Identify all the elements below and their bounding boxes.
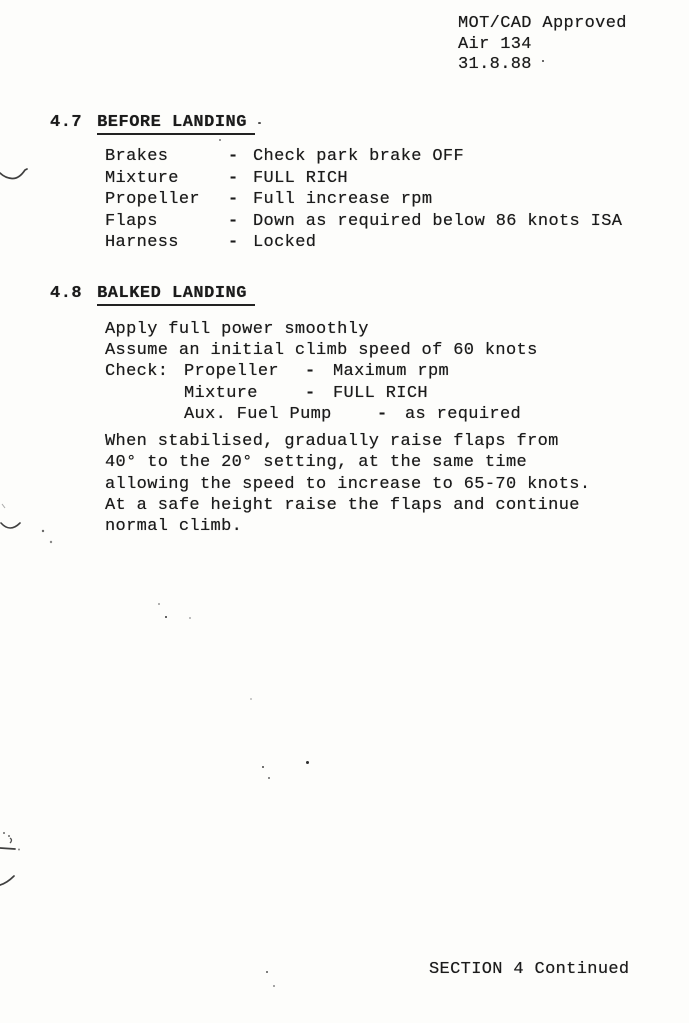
- check-item-name: Propeller: [184, 362, 279, 382]
- section-number: 4.8: [50, 284, 83, 303]
- pen-mark-bottom-scribble: [0, 826, 50, 856]
- check-label: Check:: [105, 362, 169, 382]
- check-item-value: FULL RICH: [333, 383, 428, 403]
- section-title: BEFORE LANDING: [97, 113, 255, 135]
- ink-speck: [306, 761, 309, 764]
- dash-separator: -: [305, 383, 316, 403]
- procedure-line: Apply full power smoothly: [105, 320, 369, 339]
- procedure-line: Assume an initial climb speed of 60 knots: [105, 341, 538, 361]
- checklist-item-value: Locked: [253, 233, 317, 252]
- dash-separator: -: [377, 404, 388, 424]
- check-item-name: Aux. Fuel Pump: [184, 404, 332, 424]
- check-row: [105, 404, 538, 425]
- check-item-value: as required: [405, 404, 522, 424]
- before-landing-checklist: [105, 146, 622, 254]
- ink-speck: [273, 985, 275, 987]
- paragraph-line: normal climb.: [105, 517, 243, 537]
- dash-separator: -: [305, 362, 316, 382]
- checklist-item-label: Brakes: [105, 147, 169, 166]
- paragraph-line: At a safe height raise the flaps and continue: [105, 495, 580, 515]
- checklist-item-value: FULL RICH: [253, 168, 348, 188]
- ink-speck: [266, 971, 268, 973]
- dash-separator: -: [228, 211, 239, 231]
- section-number: 4.7: [50, 113, 83, 132]
- section-title: BALKED LANDING: [97, 284, 255, 306]
- ink-speck: [165, 616, 167, 618]
- dash-separator: -: [228, 233, 239, 252]
- checklist-row: [105, 146, 622, 168]
- checklist-item-label: Mixture: [105, 168, 179, 188]
- checklist-item-label: Flaps: [105, 211, 158, 231]
- approval-line: 31.8.88: [458, 55, 532, 74]
- check-label-spacer: [105, 383, 184, 404]
- checklist-item-label: Propeller: [105, 190, 200, 209]
- checklist-item-value: Down as required below 86 knots ISA: [253, 211, 623, 231]
- check-row: [105, 361, 538, 382]
- ink-speck: [268, 777, 270, 779]
- section-heading-before-landing: [50, 113, 255, 135]
- approval-line: MOT/CAD Approved: [458, 14, 627, 33]
- dash-separator: -: [228, 190, 239, 209]
- ink-speck: [219, 139, 221, 141]
- pen-mark-middle-left: [0, 500, 58, 548]
- paragraph-line: allowing the speed to increase to 65-70 knots.: [105, 474, 591, 494]
- approval-stamp: [458, 14, 627, 76]
- ink-speck: [158, 603, 160, 605]
- ink-speck: [189, 617, 191, 619]
- section-heading-balked-landing: [50, 284, 255, 306]
- ink-speck: [262, 766, 264, 768]
- checklist-item-value: Full increase rpm: [253, 190, 433, 209]
- check-item-name: Mixture: [184, 383, 258, 403]
- check-row: [105, 383, 538, 404]
- stabilised-paragraph: [105, 431, 590, 537]
- checklist-row: [105, 232, 622, 254]
- balked-landing-procedure: [105, 319, 538, 425]
- check-item-value: Maximum rpm: [333, 362, 450, 382]
- ink-speck: [542, 60, 544, 62]
- approval-line: Air 134: [458, 34, 532, 54]
- checklist-item-label: Harness: [105, 233, 179, 252]
- pen-mark-top-left: [0, 164, 32, 188]
- ink-speck: [250, 698, 252, 700]
- checklist-row: [105, 168, 622, 190]
- dash-separator: -: [228, 147, 239, 166]
- checklist-row: [105, 189, 622, 211]
- check-label-spacer: [105, 404, 184, 425]
- footer-section-continued: SECTION 4 Continued: [429, 960, 630, 979]
- checklist-row: [105, 211, 622, 233]
- dash-separator: -: [228, 168, 239, 188]
- paragraph-line: 40° to the 20° setting, at the same time: [105, 453, 528, 473]
- ink-speck: [258, 122, 261, 124]
- paragraph-line: When stabilised, gradually raise flaps from: [105, 432, 559, 451]
- checklist-item-value: Check park brake OFF: [253, 147, 465, 166]
- pen-mark-bottom-curve: [0, 870, 40, 895]
